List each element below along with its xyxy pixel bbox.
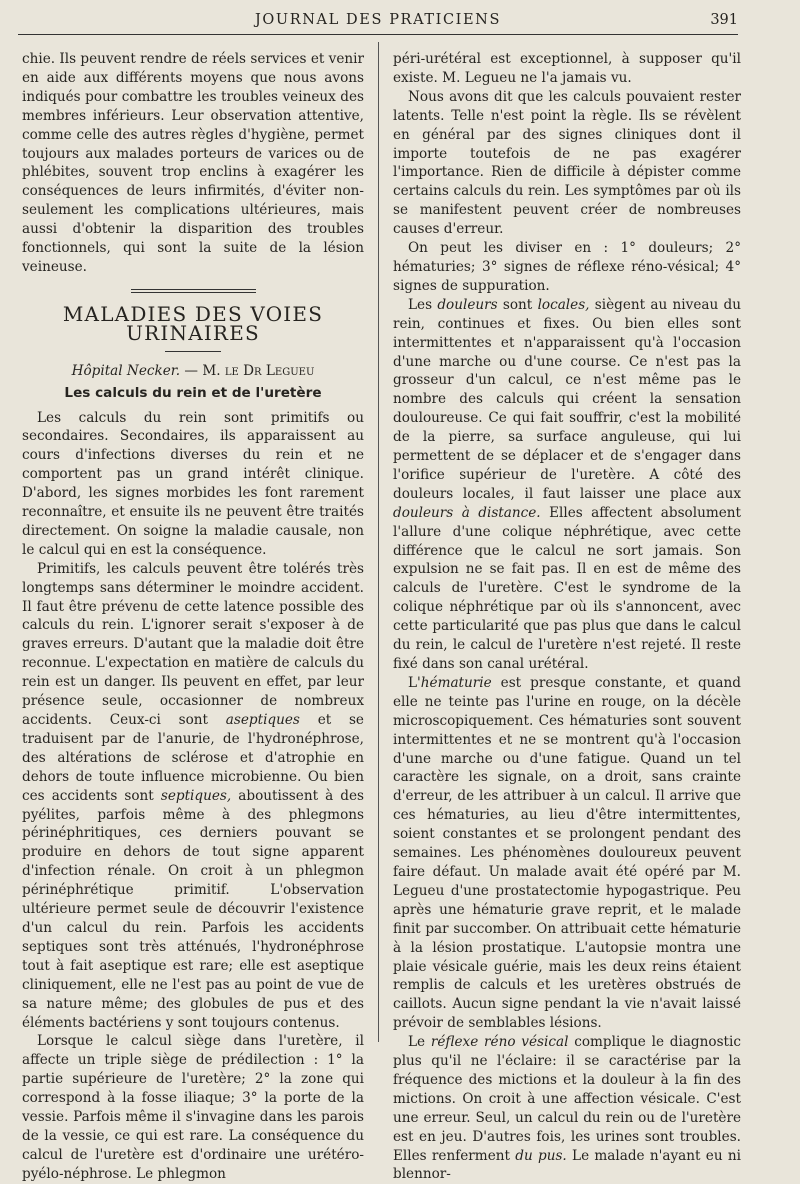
paragraph-hematurie [393, 674, 741, 1033]
section-title: MALADIES DES VOIES URINAIRES [62, 301, 324, 345]
italic-term: hématurie [420, 674, 492, 691]
italic-term: douleurs [437, 296, 498, 313]
left-column [22, 50, 364, 1184]
italic-term: douleurs à distance. [393, 504, 541, 521]
section-divider [131, 289, 256, 293]
paragraph-varices-conclusion: chie. Ils peuvent rendre de réels services et venir en aide aux différents moyens que nous avons indiqués pour combattre les troubles veineux des membres inférieurs. Leur observation attentive, comme celle des autres règles d'hygiène, permet toujours aux malades porteurs de varices ou de phlébites, souvent trop enclins à exagérer les conséquences de leurs infirmités, d'éviter non-seulement les complications ultérieures, mais aussi d'obtenir la disparition des troubles fonctionnels, qui sont la suite de la lésion veineuse. [22, 51, 365, 275]
italic-term: septiques, [160, 787, 232, 804]
text-run: Les [408, 296, 433, 313]
paragraph-calculs-intro: Les calculs du rein sont primitifs ou secondaires. Secondaires, ils apparaissent au cours d'infections diverses du rein et ne comportent pas un grand intérêt clinique. D'abord, les signes morbides les font rarement reconnaître, et ensuite ils ne peuvent être traités directement. On soigne la maladie causale, non le calcul qui en est la conséquence. [22, 409, 364, 558]
paragraph-uretere: Lorsque le calcul siège dans l'uretère, il affecte un triple siège de prédilection : 1° la partie supérieure de l'uretère; 2° la zone qui correspond à la fosse iliaque; 3° la porte de la vessie. Parfois même il s'invagine dans les parois de la vessie, ce qui est rare. La conséquence du calcul de l'uretère est d'ordinaire une urétéro-pyélo-néphrose. Le phlegmon [22, 1033, 364, 1182]
italic-term: du pus. [515, 1147, 567, 1164]
paragraph-classification: On peut les diviser en : 1° douleurs; 2° hématuries; 3° signes de réflexe réno-vésical; 4° signes de suppuration. [393, 240, 741, 294]
text-run: est presque constante, et quand elle ne teinte pas l'urine en rouge, on la décèle microscopiquement. Ces hématuries sont souvent intermittentes et ne se montrent qu'à l'occasion d'une marche ou d'une fatigue. Quand un tel caractère les signale, on a droit, sans crainte d'erreur, de les attribuer à un calcul. Il arrive que ces hématuries, au lieu d'être intermittentes, soient constantes et se prolongent pendant des semaines. Les phénomènes douloureux peuvent faire défaut. Un malade avait été opéré par M. Legueu d'une prostatectomie hypogastrique. Peu après une hématurie grave reprit, et le malade finit par succomber. On attribuait cette hématurie à la lésion prostatique. L'autopsie montra une plaie vésicale guérie, mais les deux reins étaient remplis de calculs et les uretères obstrués de caillots. Aucun signe pendant la vie n'avait laissé prévoir de semblables lésions. [393, 674, 741, 1032]
text-run: Le malade n'ayant eu ni blennor- [393, 1147, 741, 1183]
italic-term: réflexe réno vésical [430, 1034, 569, 1051]
text-run: sont [502, 296, 533, 313]
italic-term: aseptiques [225, 712, 300, 728]
paragraph-reflexe [393, 1033, 741, 1184]
paragraph-latence: Nous avons dit que les calculs pouvaient rester latents. Telle n'est point la règle. Ils se révèlent en général par des signes cliniques dont il importe toutefois de ne pas exagérer l'importance. Rien de difficile à dépister comme certains calculs du rein. Les symptômes par où ils se manifestent peuvent créer de nombreuses causes d'erreur. [393, 88, 741, 238]
text-run: complique le diagnostic plus qu'il ne l'éclaire: il se caractérise par la fréquence des mictions et la douleur à la fin des mictions. On croit à une affection vésicale. C'est une erreur. Seul, un calcul du rein ou de l'uretère est en jeu. D'autres fois, les urines sont troubles. Elles renferment [393, 1034, 741, 1164]
title-underline [165, 351, 221, 352]
italic-term: locales, [537, 296, 590, 313]
running-head [18, 10, 738, 35]
text-run: et se traduisent par de l'anurie, de l'hydronéphrose, des altérations de sclérose et d'atrophie en dehors de toute influence microbienne. Ou bien ces accidents sont [22, 712, 364, 804]
text-run: L' [408, 674, 421, 691]
paragraph-douleurs [393, 296, 741, 674]
column-divider [378, 42, 379, 1042]
text-run: aboutissent à des pyélites, parfois même à des phlegmons périnéphritiques, ces derniers pouvant se produire en dehors de tout signe apparent d'infection rénale. On croit à un phlegmon périnéphrétique primitif. L'observation ultérieure permet seule de découvrir l'existence d'un calcul du rein. Parfois les accidents septiques sont très atténués, l'hydronéphrose tout à fait aseptique est rare; elle est aseptique cliniquement, elle ne l'est pas au point de vue de sa nature même; des globules de pus et des éléments bactériens y sont toujours contenus. [22, 787, 364, 1031]
right-column [393, 50, 741, 1184]
author-name: — M. le Dr Legueu [184, 362, 315, 379]
hospital-byline [22, 362, 364, 381]
text-run: Le [408, 1034, 426, 1051]
text-run: Primitifs, les calculs peuvent être tolérés très longtemps sans déterminer le moindre accident. Il faut être prévenu de cette latence possible des calculs du rein. L'ignorer serait s'exposer à de graves erreurs. D'autant que la maladie doit être reconnue. L'expectation en matière de calculs du rein est un danger. Ils peuvent en effet, par leur présence seule, occasionner de nombreux accidents. Ceux-ci sont [22, 560, 364, 728]
page-number: 391 [710, 12, 738, 28]
text-run: Elles affectent absolument l'allure d'une colique néphrétique, avec cette différence que le calcul ne sort jamais. Son expulsion ne se fait pas. Il en est de même des calculs de l'uretère. C'est le syndrome de la colique néphrétique par où ils s'annoncent, avec cette particularité que pas plus que dans le calcul du rein, le calcul de l'uretère n'est rejeté. Il reste fixé dans son canal urétéral. [393, 504, 741, 672]
text-run: siègent au niveau du rein, continues et fixes. Ou bien elles sont intermittentes et n'apparaissent qu'à l'occasion d'une marche ou d'une course. Ce n'est pas la grosseur d'un calcul, ce n'est même pas le nombre des calculs qui créent la sensation douloureuse. Ce qui fait souffrir, c'est la mobilité de la pierre, sa surface anguleuse, qui lui permettent de se déplacer et de s'engager dans l'orifice supérieur de l'uretère. A côté des douleurs locales, il faut laisser une place aux [393, 296, 741, 502]
article-title: Les calculs du rein et de l'uretère [64, 384, 322, 401]
hospital-name: Hôpital Necker. [71, 362, 181, 379]
journal-title: JOURNAL DES PRATICIENS [255, 12, 501, 28]
paragraph-primitifs [22, 560, 364, 1033]
paragraph-continuation: péri-urétéral est exceptionnel, à supposer qu'il existe. M. Legueu ne l'a jamais vu. [393, 51, 741, 86]
